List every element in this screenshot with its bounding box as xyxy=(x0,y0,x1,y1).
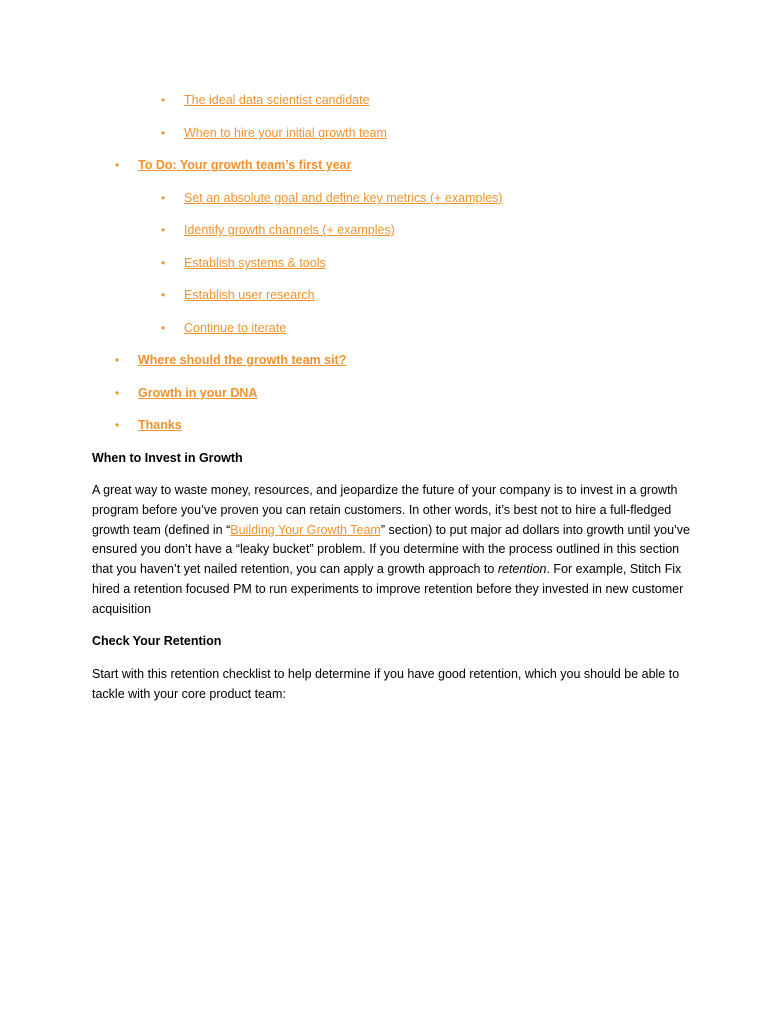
bullet-icon: • xyxy=(161,223,166,237)
section-paragraph-invest xyxy=(92,481,696,620)
bullet-icon: • xyxy=(115,386,120,400)
toc-item-user-research[interactable] xyxy=(161,287,315,303)
toc-link[interactable]: Growth in your DNA xyxy=(138,386,258,400)
toc-link[interactable]: Establish systems & tools xyxy=(184,256,326,270)
toc-item-thanks[interactable] xyxy=(115,417,182,433)
section-heading-invest: When to Invest in Growth xyxy=(92,451,243,465)
paragraph-text: A great way to waste money, resources, and jeopardize the future of your company is to invest in a growth program before you’ve proven you can retain customers. In other words, it’s best not to hire a full-fledged growth team (defined in “ xyxy=(92,483,678,537)
bullet-icon: • xyxy=(161,191,166,205)
toc-item-when-to-hire[interactable] xyxy=(161,125,387,141)
toc-item-growth-dna[interactable] xyxy=(115,385,258,401)
emphasis-retention: retention xyxy=(497,562,547,577)
section-heading-retention: Check Your Retention xyxy=(92,634,222,648)
toc-link[interactable]: Set an absolute goal and define key metrics (+ examples) xyxy=(184,191,503,205)
toc-item-systems-tools[interactable] xyxy=(161,255,326,271)
toc-link[interactable]: Thanks xyxy=(138,418,182,432)
toc-item-first-year[interactable] xyxy=(115,157,352,173)
bullet-icon: • xyxy=(161,288,166,302)
toc-item-ideal-data-scientist[interactable] xyxy=(161,92,370,108)
toc-link[interactable]: The ideal data scientist candidate xyxy=(184,93,370,107)
paragraph-text: ” section) to put major ad dollars into growth until you’ve ensured you don’t have a “leaky bucket” problem. If you determine with the process outlined in this section that you haven’t yet nailed retention, you can apply a growth approach to xyxy=(92,522,691,577)
toc-item-where-team-sit[interactable] xyxy=(115,352,347,368)
toc-link[interactable]: Identify growth channels (+ examples) xyxy=(184,223,395,237)
toc-item-iterate[interactable] xyxy=(161,320,287,336)
paragraph-text: . For example, Stitch Fix hired a retention focused PM to run experiments to improve retention before they invested in new customer acquisition xyxy=(92,562,684,616)
toc-item-growth-channels[interactable] xyxy=(161,222,395,238)
toc-link[interactable]: Where should the growth team sit? xyxy=(138,353,347,367)
toc-link[interactable]: To Do: Your growth team’s first year xyxy=(138,158,352,172)
toc-link[interactable]: Continue to iterate xyxy=(184,321,287,335)
bullet-icon: • xyxy=(115,353,120,367)
toc-item-absolute-goal[interactable] xyxy=(161,190,503,206)
toc-link[interactable]: Establish user research xyxy=(184,288,315,302)
bullet-icon: • xyxy=(161,126,166,140)
bullet-icon: • xyxy=(161,256,166,270)
bullet-icon: • xyxy=(161,321,166,335)
bullet-icon: • xyxy=(161,93,166,107)
toc-link[interactable]: When to hire your initial growth team xyxy=(184,126,387,140)
bullet-icon: • xyxy=(115,418,120,432)
building-growth-team-link[interactable]: Building Your Growth Team xyxy=(230,522,381,537)
bullet-icon: • xyxy=(115,158,120,172)
section-paragraph-retention: Start with this retention checklist to help determine if you have good retention, which you should be able to tackle with your core product team: xyxy=(92,667,680,701)
